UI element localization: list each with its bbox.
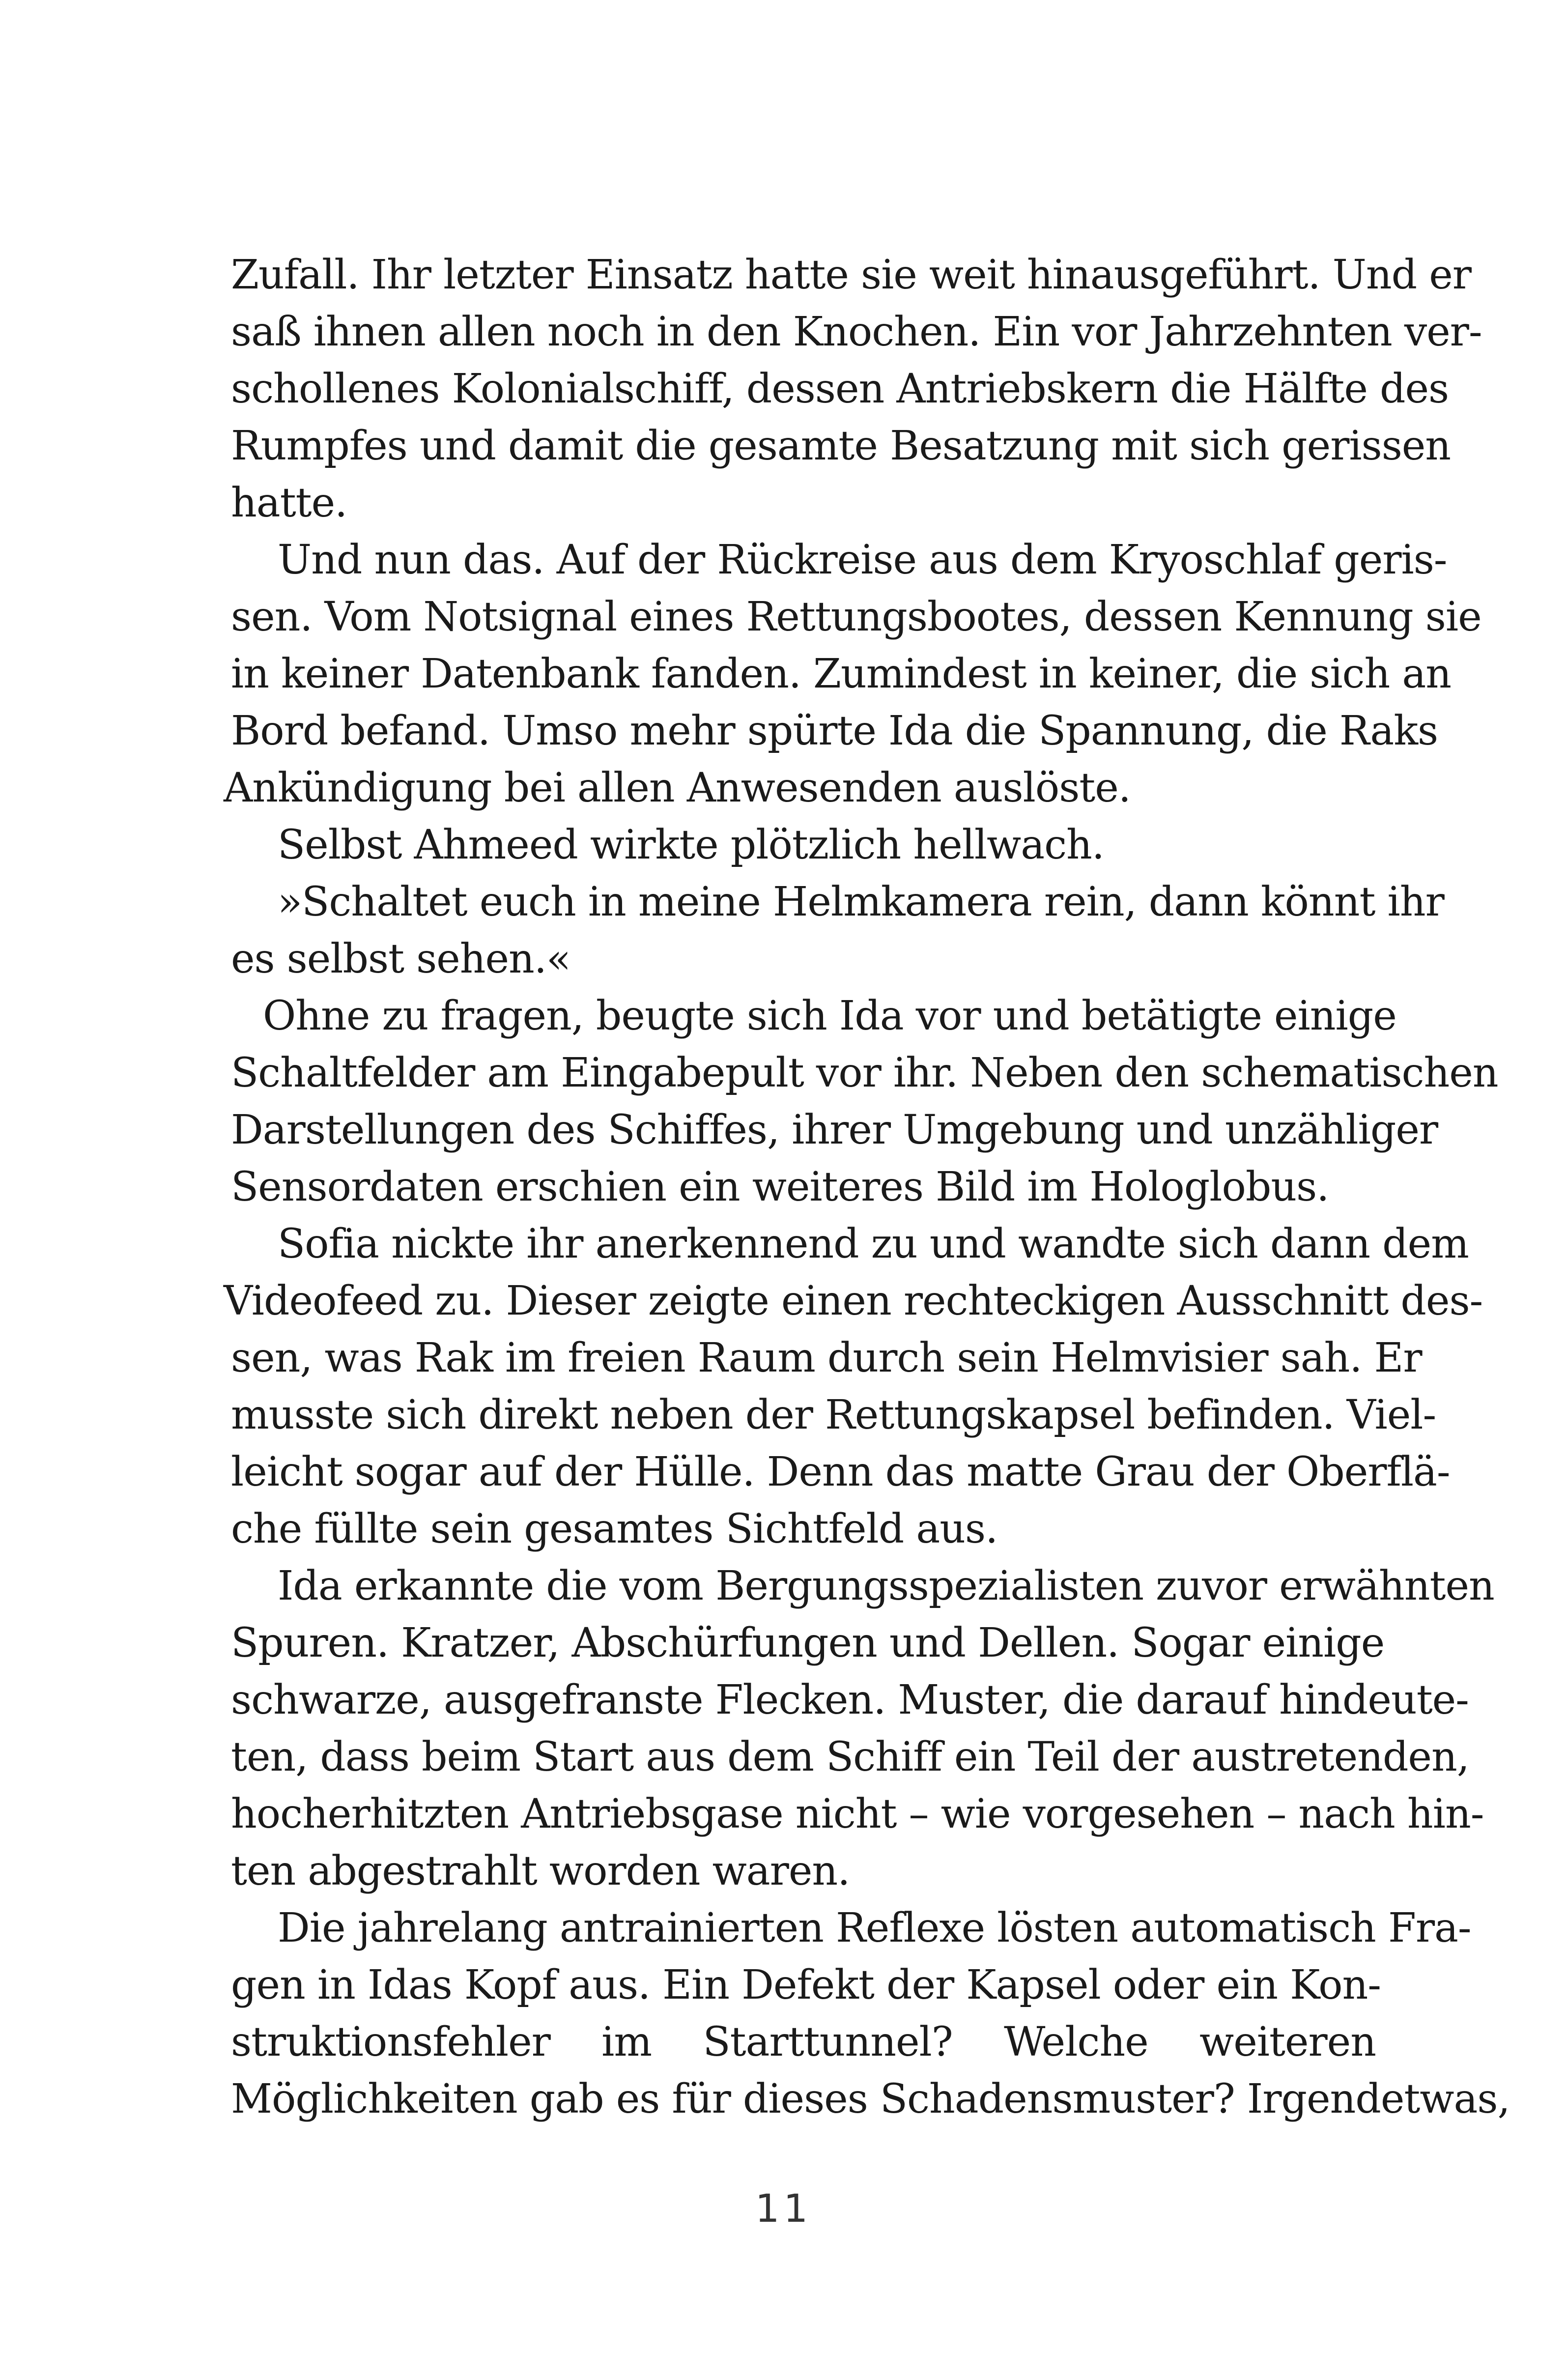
text-line: leicht sogar auf der Hülle. Denn das matte Grau der Oberflä- [231, 1449, 1450, 1495]
text-line: musste sich direkt neben der Rettungskapsel befinden. Viel- [231, 1392, 1436, 1438]
body-text [224, 247, 1510, 2128]
text-line: Ankündigung bei allen Anwesenden auslöste. [224, 765, 1131, 811]
text-line: Selbst Ahmeed wirkte plötzlich hellwach. [278, 822, 1104, 868]
text-line: sen. Vom Notsignal eines Rettungsbootes, dessen Kennung sie [231, 594, 1482, 640]
text-line: Rumpfes und damit die gesamte Besatzung mit sich gerissen [231, 423, 1451, 469]
text-line: Und nun das. Auf der Rückreise aus dem Kryoschlaf geris- [278, 537, 1447, 583]
page-number: 11 [755, 2187, 812, 2231]
text-line: hatte. [231, 480, 347, 526]
text-line: Die jahrelang antrainierten Reflexe lösten automatisch Fra- [278, 1905, 1471, 1951]
text-line: Videofeed zu. Dieser zeigte einen rechteckigen Ausschnitt des- [224, 1278, 1483, 1324]
text-line: ten, dass beim Start aus dem Schiff ein Teil der austretenden, [231, 1734, 1469, 1780]
text-line: schollenes Kolonialschiff, dessen Antriebskern die Hälfte des [231, 366, 1449, 412]
text-line: Darstellungen des Schiffes, ihrer Umgebung und unzähliger [231, 1107, 1438, 1153]
text-line: schwarze, ausgefranste Flecken. Muster, die darauf hindeute- [231, 1677, 1469, 1723]
text-line: Schaltfelder am Eingabepult vor ihr. Neben den schematischen [231, 1050, 1498, 1096]
text-line: Sofia nickte ihr anerkennend zu und wandte sich dann dem [278, 1221, 1469, 1267]
text-line: Sensordaten erschien ein weiteres Bild im Hologlobus. [231, 1164, 1329, 1210]
text-line: »Schaltet euch in meine Helmkamera rein, dann könnt ihr [278, 879, 1444, 925]
text-line: hocherhitzten Antriebsgase nicht – wie vorgesehen – nach hin- [231, 1791, 1484, 1837]
text-line: Bord befand. Umso mehr spürte Ida die Spannung, die Raks [231, 708, 1438, 754]
text-line: saß ihnen allen noch in den Knochen. Ein vor Jahrzehnten ver- [231, 309, 1482, 355]
text-line: es selbst sehen.« [231, 936, 571, 982]
text-line: Ohne zu fragen, beugte sich Ida vor und betätigte einige [263, 993, 1396, 1039]
text-line: struktionsfehler im Starttunnel? Welche weiteren [231, 2019, 1376, 2065]
text-line: che füllte sein gesamtes Sichtfeld aus. [231, 1506, 998, 1552]
text-line: ten abgestrahlt worden waren. [231, 1848, 850, 1894]
text-line: Möglichkeiten gab es für dieses Schadensmuster? Irgendetwas, [231, 2076, 1510, 2122]
text-line: in keiner Datenbank fanden. Zumindest in keiner, die sich an [231, 651, 1452, 697]
text-line: Zufall. Ihr letzter Einsatz hatte sie weit hinausgeführt. Und er [231, 252, 1471, 298]
text-line: sen, was Rak im freien Raum durch sein Helmvisier sah. Er [231, 1335, 1422, 1381]
text-line: Ida erkannte die vom Bergungsspezialisten zuvor erwähnten [278, 1563, 1494, 1609]
text-line: Spuren. Kratzer, Abschürfungen und Dellen. Sogar einige [231, 1620, 1385, 1666]
text-line: gen in Idas Kopf aus. Ein Defekt der Kapsel oder ein Kon- [231, 1962, 1381, 2008]
